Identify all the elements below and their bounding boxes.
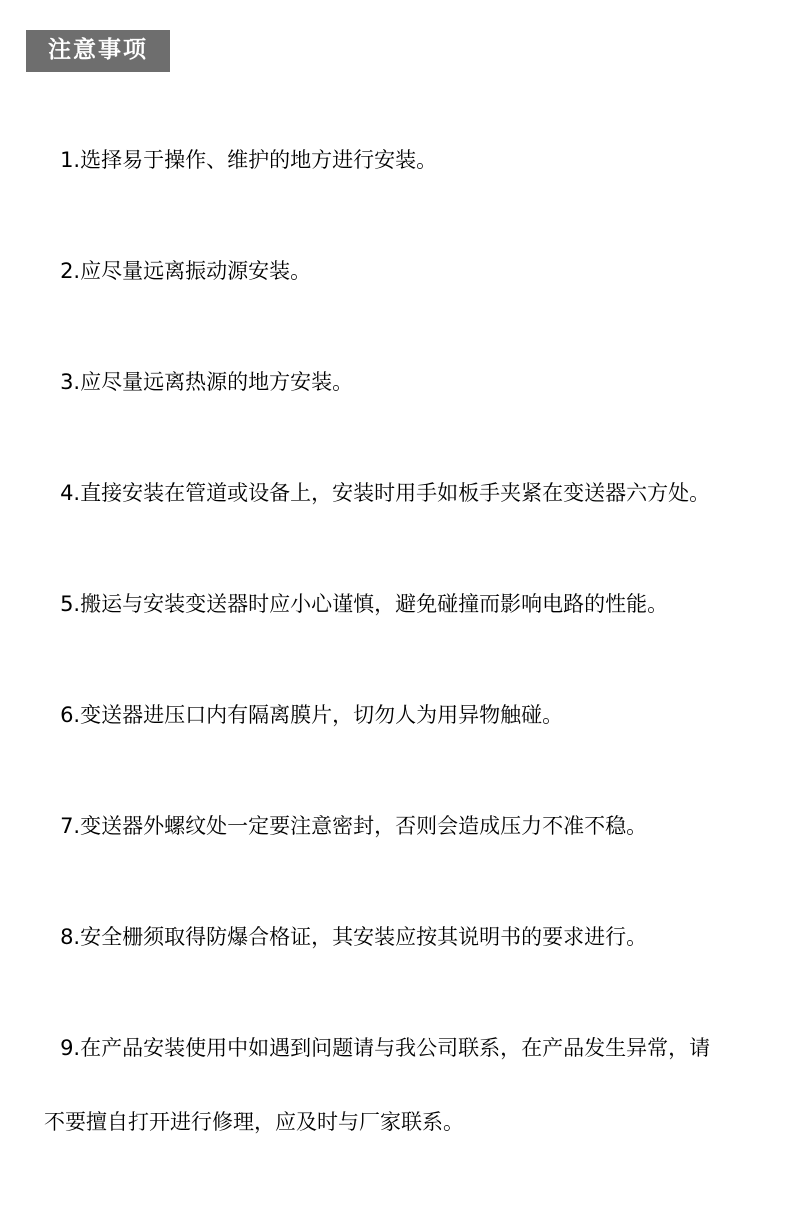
list-item <box>20 660 770 771</box>
list-item-text: 应尽量远离热源的地方安装。 <box>80 370 354 394</box>
list-item-text: 选择易于操作、维护的地方进行安装。 <box>80 148 438 172</box>
list-item <box>20 216 770 327</box>
notice-list <box>20 105 770 1215</box>
list-item-number: 3. <box>60 370 81 394</box>
list-item-text: 搬运与安装变送器时应小心谨慎，避免碰撞而影响电路的性能。 <box>80 592 669 616</box>
list-item-number: 8. <box>60 925 81 949</box>
list-item-text: 在产品安装使用中如遇到问题请与我公司联系，在产品发生异常，请 <box>80 1036 711 1060</box>
list-item <box>20 771 770 882</box>
list-item-number: 9. <box>60 1036 81 1060</box>
section-heading-banner <box>26 30 170 72</box>
list-item-number: 6. <box>60 703 81 727</box>
list-item-text: 变送器进压口内有隔离膜片，切勿人为用异物触碰。 <box>80 703 564 727</box>
list-item <box>20 105 770 216</box>
list-item <box>20 993 770 1215</box>
list-item-number: 7. <box>60 814 81 838</box>
list-item-continuation: 不要擅自打开进行修理，应及时与厂家联系。 <box>44 1110 464 1134</box>
page-title: 注意事项 <box>48 37 148 63</box>
list-item-text: 变送器外螺纹处一定要注意密封，否则会造成压力不准不稳。 <box>80 814 648 838</box>
list-item <box>20 438 770 549</box>
list-item-text: 直接安装在管道或设备上，安装时用手如板手夹紧在变送器六方处。 <box>80 481 711 505</box>
list-item-number: 1. <box>60 148 81 172</box>
list-item-text: 安全栅须取得防爆合格证，其安装应按其说明书的要求进行。 <box>80 925 648 949</box>
list-item <box>20 882 770 993</box>
list-item <box>20 327 770 438</box>
list-item <box>20 549 770 660</box>
list-item-text: 应尽量远离振动源安装。 <box>80 259 312 283</box>
list-item-number: 4. <box>60 481 81 505</box>
list-item-number: 2. <box>60 259 81 283</box>
list-item-number: 5. <box>60 592 81 616</box>
